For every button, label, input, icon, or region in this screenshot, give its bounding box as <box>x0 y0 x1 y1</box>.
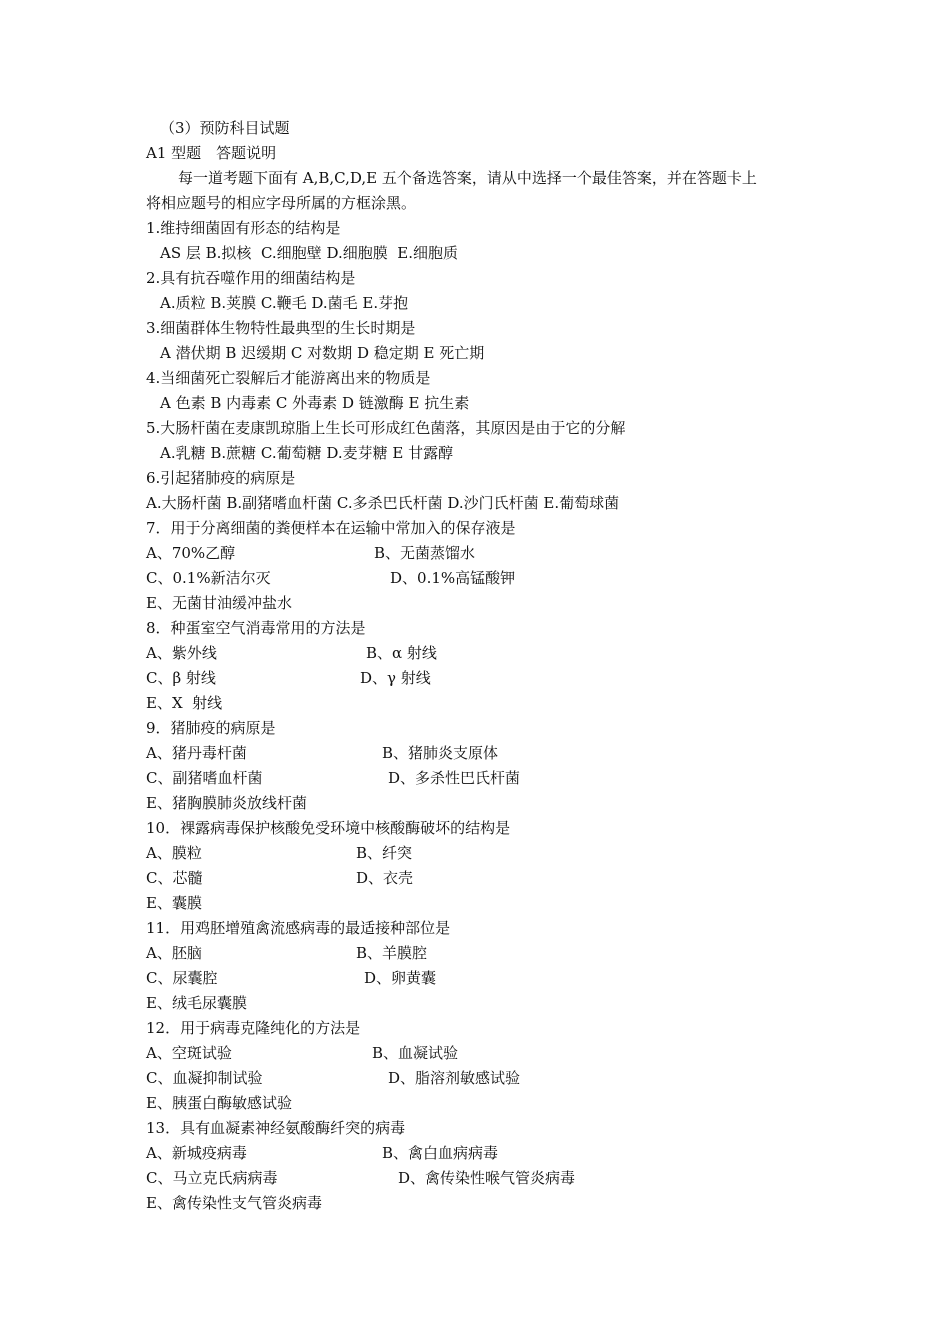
option-b: B、猪肺炎支原体 <box>382 744 499 762</box>
option-a: A、新城疫病毒 <box>146 1144 247 1162</box>
option-a: A、胚脑 <box>146 944 202 962</box>
question-stem: 10．裸露病毒保护核酸免受环境中核酸酶破坏的结构是 <box>146 819 511 837</box>
option-d: D、多杀性巴氏杆菌 <box>388 769 521 787</box>
question-stem: 9．猪肺疫的病原是 <box>146 719 276 737</box>
question-stem: 8．种蛋室空气消毒常用的方法是 <box>146 619 366 637</box>
question-options: A 色素 B 内毒素 C 外毒素 D 链激酶 E 抗生素 <box>160 394 470 412</box>
option-b: B、无菌蒸馏水 <box>374 544 476 562</box>
section-title: （3）预防科目试题 <box>160 119 290 137</box>
option-c: C、血凝抑制试验 <box>146 1069 263 1087</box>
option-c: C、副猪嗜血杆菌 <box>146 769 263 787</box>
question-stem: 7．用于分离细菌的粪便样本在运输中常加入的保存液是 <box>146 519 516 537</box>
option-d: D、衣壳 <box>356 869 414 887</box>
option-d: D、0.1%高锰酸钾 <box>390 569 516 587</box>
question-stem: 12．用于病毒克隆纯化的方法是 <box>146 1019 361 1037</box>
option-d: D、脂溶剂敏感试验 <box>388 1069 521 1087</box>
option-e: E、囊膜 <box>146 894 202 912</box>
option-c: C、0.1%新洁尔灭 <box>146 569 271 587</box>
option-e: E、胰蛋白酶敏感试验 <box>146 1094 292 1112</box>
option-e: E、绒毛尿囊膜 <box>146 994 247 1012</box>
question-stem: 4.当细菌死亡裂解后才能游离出来的物质是 <box>146 369 431 387</box>
question-stem: 2.具有抗吞噬作用的细菌结构是 <box>146 269 356 287</box>
question-stem: 3.细菌群体生物特性最典型的生长时期是 <box>146 319 416 337</box>
option-c: C、尿囊腔 <box>146 969 218 987</box>
option-d: D、禽传染性喉气管炎病毒 <box>398 1169 576 1187</box>
option-e: E、猪胸膜肺炎放线杆菌 <box>146 794 307 812</box>
option-c: C、β 射线 <box>146 669 216 687</box>
question-options: A.乳糖 B.蔗糖 C.葡萄糖 D.麦芽糖 E 甘露醇 <box>160 444 454 462</box>
option-a: A、紫外线 <box>146 644 217 662</box>
option-b: B、禽白血病病毒 <box>382 1144 499 1162</box>
option-b: B、α 射线 <box>366 644 437 662</box>
option-c: C、芯髓 <box>146 869 203 887</box>
option-d: D、γ 射线 <box>360 669 431 687</box>
option-e: E、无菌甘油缓冲盐水 <box>146 594 292 612</box>
question-options: AS 层 B.拟核 C.细胞壁 D.细胞膜 E.细胞质 <box>160 244 458 262</box>
question-stem: 6.引起猪肺疫的病原是 <box>146 469 296 487</box>
question-stem: 13．具有血凝素神经氨酸酶纤突的病毒 <box>146 1119 406 1137</box>
question-stem: 1.维持细菌固有形态的结构是 <box>146 219 341 237</box>
instructions-line-1: 每一道考题下面有 A,B,C,D,E 五个备选答案，请从中选择一个最佳答案，并在答题卡上 <box>178 169 757 187</box>
option-a: A、膜粒 <box>146 844 202 862</box>
option-a: A、70%乙醇 <box>146 544 236 562</box>
option-e: E、禽传染性支气管炎病毒 <box>146 1194 322 1212</box>
option-b: B、纤突 <box>356 844 413 862</box>
question-options: A.质粒 B.荚膜 C.鞭毛 D.菌毛 E.芽抱 <box>160 294 409 312</box>
option-b: B、羊膜腔 <box>356 944 428 962</box>
question-options: A.大肠杆菌 B.副猪嗜血杆菌 C.多杀巴氏杆菌 D.沙门氏杆菌 E.葡萄球菌 <box>146 494 620 512</box>
option-d: D、卵黄囊 <box>364 969 437 987</box>
option-b: B、血凝试验 <box>372 1044 459 1062</box>
question-stem: 11．用鸡胚增殖禽流感病毒的最适接种部位是 <box>146 919 451 937</box>
question-stem: 5.大肠杆菌在麦康凯琼脂上生长可形成红色菌落，其原因是由于它的分解 <box>146 419 626 437</box>
type-heading: A1 型题 答题说明 <box>146 144 277 162</box>
option-e: E、X 射线 <box>146 694 223 712</box>
option-a: A、空斑试验 <box>146 1044 232 1062</box>
option-a: A、猪丹毒杆菌 <box>146 744 247 762</box>
question-options: A 潜伏期 B 迟缓期 C 对数期 D 稳定期 E 死亡期 <box>160 344 485 362</box>
instructions-line-2: 将相应题号的相应字母所属的方框涂黑。 <box>146 194 417 212</box>
option-c: C、马立克氏病病毒 <box>146 1169 278 1187</box>
